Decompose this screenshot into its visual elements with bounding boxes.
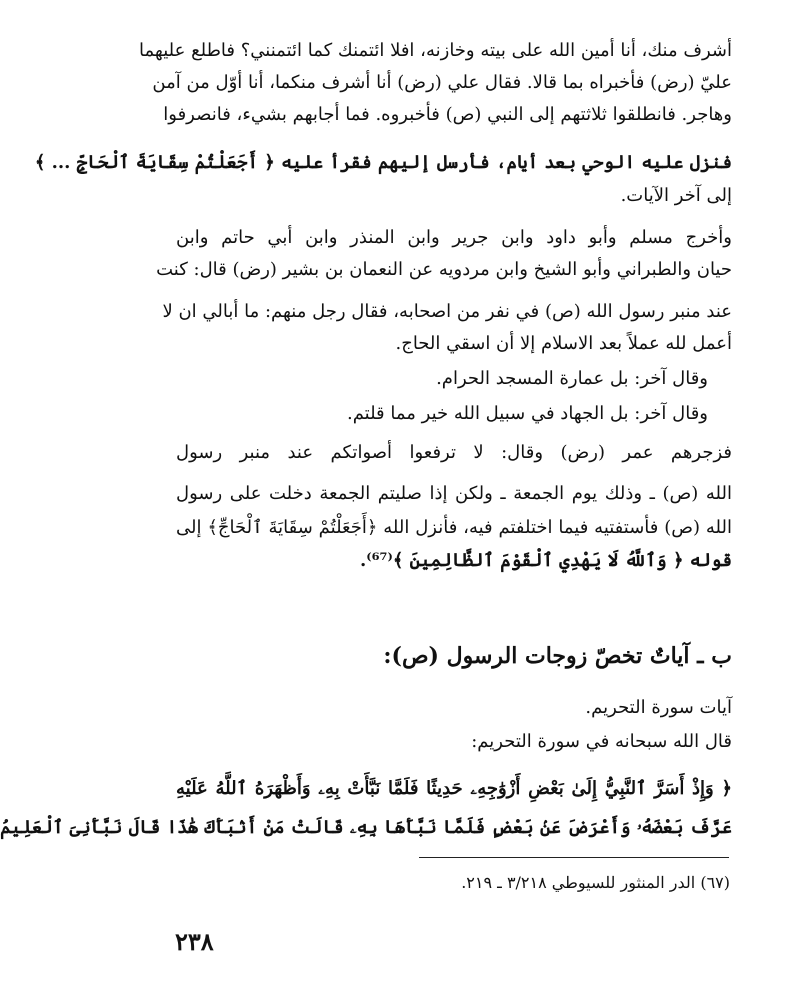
paragraph-2-line-3: عند منبر رسول الله (ص) في نفر من اصحابه، فقال رجل منهم: ما أبالي ان لا: [162, 301, 732, 322]
page-number: ٢٣٨: [175, 927, 214, 956]
paragraph-2-line-4: أعمل لله عملاً بعد الاسلام إلا أن اسقي الحاج.: [395, 333, 732, 354]
line-masjid: وقال آخر: بل عمارة المسجد الحرام.: [436, 368, 708, 389]
paragraph-3-line-4: قوله ﴿ وَٱللَّهُ لَا يَهْدِي ٱلْقَوْمَ ٱلظَّالِمِينَ ﴾⁽⁶⁷⁾.: [360, 550, 732, 571]
verse-line-2: عَرَّفَ بَعْضَهُۥ وَأَعْرَضَ عَنۢ بَعْضٍ فَلَمَّا نَبَّأَهَا بِهِۦ قَالَتْ مَنْ أَنۢبَأَكَ هَٰذَا قَالَ نَبَّأَنِىَ ٱلْعَلِيمُ: [0, 817, 732, 838]
paragraph-1-line-5: إلى آخر الآيات.: [620, 185, 732, 206]
paragraph-3-line-3: الله (ص) فأستفتيه فيما اختلفتم فيه، فأنزل الله ﴿أَجَعَلْتُمْ سِقَايَةَ ٱلْحَاجِّ﴾ إلى: [176, 517, 732, 538]
paragraph-1-line-1: أشرف منك، أنا أمين الله على بيته وخازنه، افلا ائتمنك كما ائتمنني؟ فاطلع عليهما: [139, 40, 732, 61]
intro-line: قال الله سبحانه في سورة التحريم:: [471, 731, 732, 752]
footnote-divider: [419, 857, 729, 858]
paragraph-1-line-2: عليّ (رض) فأخبراه بما قالا. فقال علي (رض) أنا أشرف منكما، أنا أوّل من آمن: [152, 72, 732, 93]
paragraph-3-line-1: فزجرهم عمر (رض) وقال: لا ترفعوا أصواتكم عند منبر رسول: [176, 442, 732, 463]
paragraph-3-line-2: الله (ص) ـ وذلك يوم الجمعة ـ ولكن إذا صليتم الجمعة دخلت على رسول: [176, 483, 732, 504]
paragraph-2-line-2: حيان والطبراني وأبو الشيخ وابن مردويه عن النعمان بن بشير (رض) قال: كنت: [156, 259, 732, 280]
line-jihad: وقال آخر: بل الجهاد في سبيل الله خير مما قلتم.: [346, 403, 708, 424]
section-heading: ب ـ آياتٌ تخصّ زوجات الرسول (ص):: [383, 643, 732, 669]
paragraph-2-line-1: وأخرج مسلم وأبو داود وابن جرير وابن المنذر وابن أبي حاتم وابن: [176, 227, 732, 248]
footnote: (٦٧) الدر المنثور للسيوطي ٣/٢١٨ ـ ٢١٩.: [461, 873, 730, 892]
paragraph-1-line-3: وهاجر. فانطلقوا ثلاثتهم إلى النبي (ص) فأخبروه. فما أجابهم بشيء، فانصرفوا: [163, 104, 732, 125]
paragraph-1-line-4: فنزل عليه الوحي بعد أيام، فأرسل إليهم فقرأ عليه ﴿ أَجَعَلْتُمْ سِقَايَةَ ٱلْحَاجِّ ... ﴾: [34, 152, 732, 173]
verse-line-1: ﴿ وَإِذْ أَسَرَّ ٱلنَّبِيُّ إِلَىٰ بَعْضِ أَزْوَٰجِهِۦ حَدِيثًا فَلَمَّا نَبَّأَتْ بِهِۦ وَأَظْهَرَهُ ٱللَّهُ عَلَيْهِ: [176, 778, 732, 799]
subheading: آيات سورة التحريم.: [585, 697, 732, 718]
